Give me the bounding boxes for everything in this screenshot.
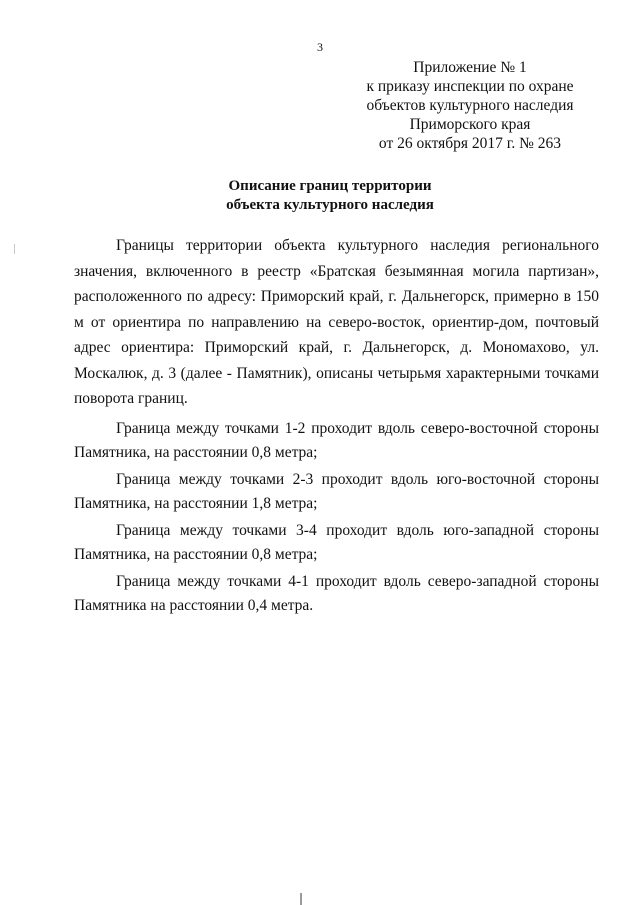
document-title-line-2: объекта культурного наследия (226, 197, 434, 213)
annex-header (340, 58, 600, 153)
document-title (0, 177, 640, 215)
paragraph-boundary-1-2: Граница между точками 1-2 проходит вдоль северо-восточной стороны Памятника, на расстоянии 0,8 метра; (74, 419, 599, 461)
annex-title: Приложение № 1 (413, 59, 527, 76)
annex-authority: объектов культурного наследия (366, 97, 574, 114)
page-number: 3 (317, 40, 323, 54)
annex-order-ref: к приказу инспекции по охране (366, 78, 574, 95)
scan-artifact-bottom (300, 893, 302, 905)
paragraph-boundary-4-1: Граница между точками 4-1 проходит вдоль северо-западной стороны Памятника на расстоянии 0,4 метра. (74, 572, 599, 614)
paragraph-boundaries-intro: Границы территории объекта культурного наследия регионального значения, включенного в реестр «Братская безымянная могила партизан», расположенного по адресу: Приморский край, г. Дальнегорск, примерно в 150 м от ориентира по направлению на северо-восток, ориентир-дом, почтовый адрес ориентира: Приморский край, г. Дальнегорск, д. Мономахово, ул. Москалюк, д. 3 (далее - Памятник), описаны четырьмя характерными точками поворота границ. (74, 237, 599, 407)
paragraph-boundary-3-4: Граница между точками 3-4 проходит вдоль юго-западной стороны Памятника, на расстоянии 0,8 метра; (74, 521, 599, 563)
annex-date-number: от 26 октября 2017 г. № 263 (378, 135, 562, 152)
scan-artifact-left (14, 244, 15, 254)
annex-region: Приморского края (409, 116, 531, 133)
document-body (74, 233, 599, 618)
document-title-line-1: Описание границ территории (228, 178, 432, 194)
paragraph-boundary-2-3: Граница между точками 2-3 проходит вдоль юго-восточной стороны Памятника, на расстоянии 1,8 метра; (74, 470, 599, 512)
